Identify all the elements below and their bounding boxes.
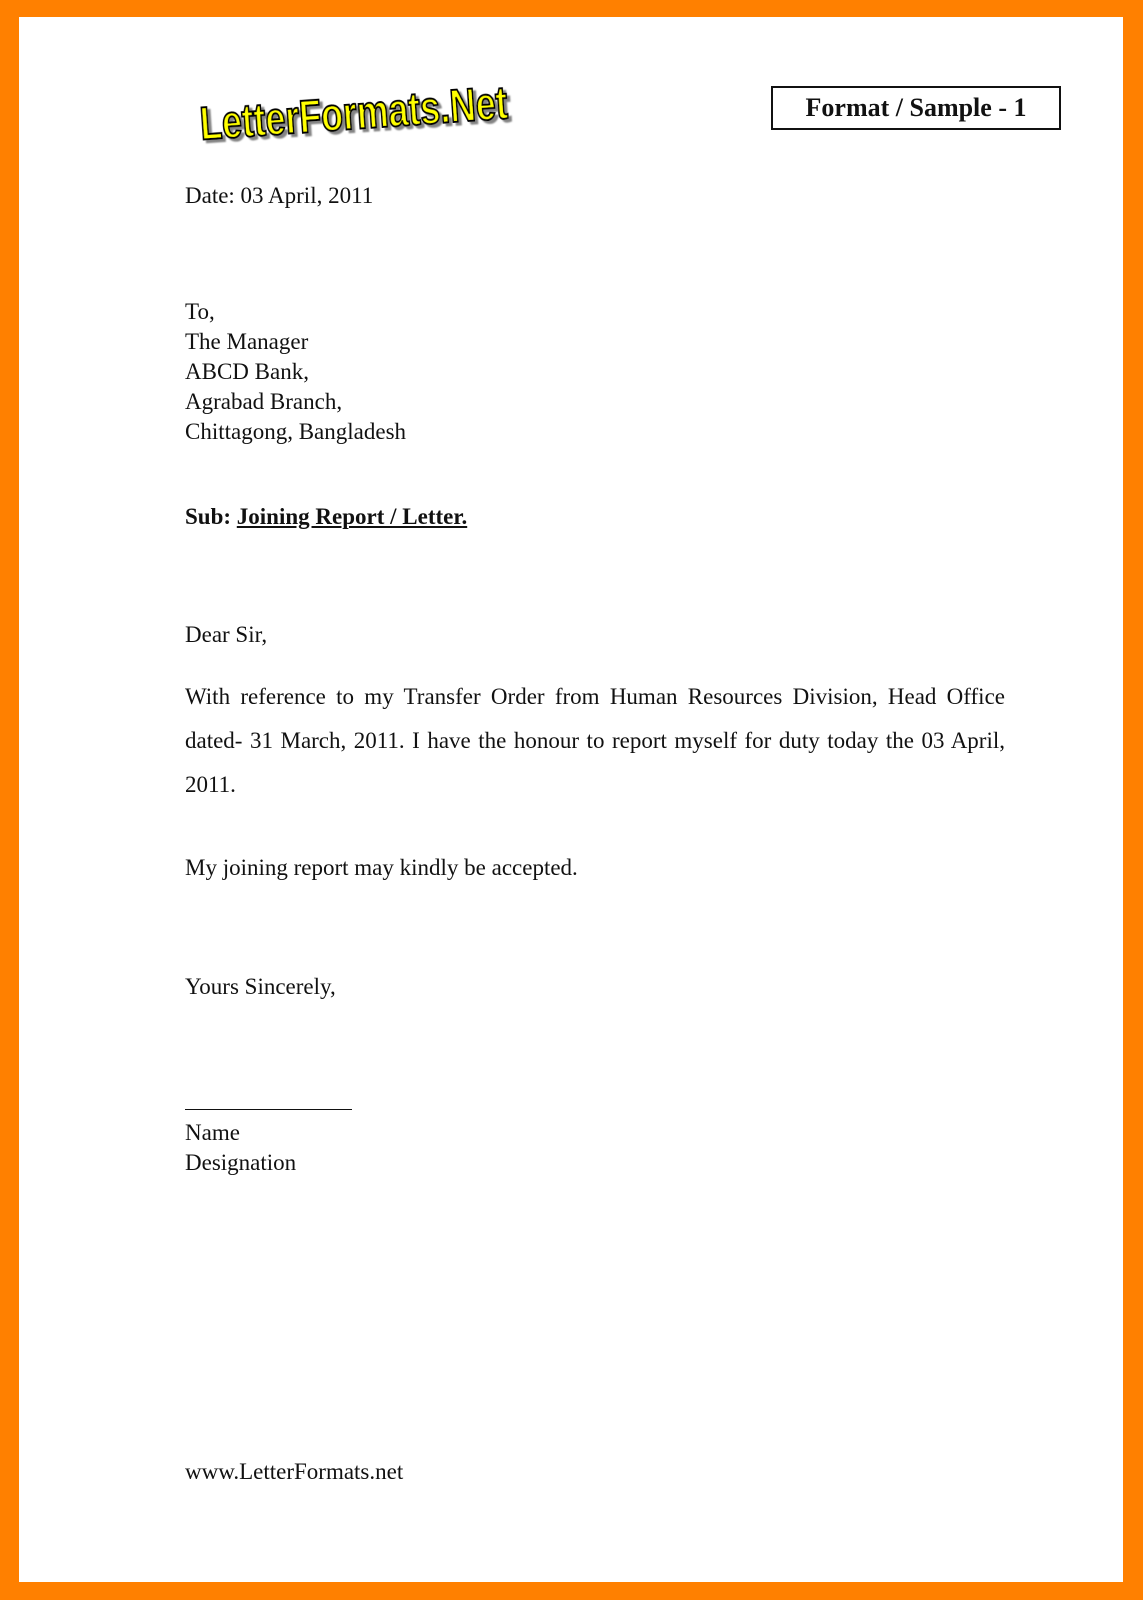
closing-paragraph: My joining report may kindly be accepted. [185, 855, 578, 880]
subject-text: Joining Report / Letter. [236, 504, 468, 529]
logo-text: LetterFormats.Net [198, 70, 598, 150]
recipient-line: ABCD Bank, [185, 359, 309, 384]
recipient-line: The Manager [185, 329, 309, 354]
recipient-line: To, [185, 299, 215, 324]
letter-date: Date: 03 April, 2011 [185, 183, 374, 208]
website-footer: www.LetterFormats.net [185, 1459, 404, 1484]
recipient-line: Agrabad Branch, [185, 389, 343, 414]
subject-line [185, 502, 467, 532]
signature-name: Name [185, 1120, 240, 1145]
letter-page [19, 17, 1123, 1582]
signature-line [185, 1109, 352, 1110]
recipient-address [185, 297, 406, 447]
signature-block [185, 1118, 296, 1178]
recipient-line: Chittagong, Bangladesh [185, 419, 407, 444]
body-paragraph: With reference to my Transfer Order from Human Resources Division, Head Office dated- 31 March, 2011. I have the honour to report myself for duty today the 03 April, 2011. [185, 684, 1005, 797]
format-sample-label: Format / Sample - 1 [771, 86, 1061, 130]
signature-designation: Designation [185, 1150, 297, 1175]
subject-prefix: Sub: [185, 504, 232, 529]
salutation: Dear Sir, [185, 622, 268, 647]
valediction: Yours Sincerely, [185, 974, 336, 999]
letterformats-logo [187, 53, 598, 150]
